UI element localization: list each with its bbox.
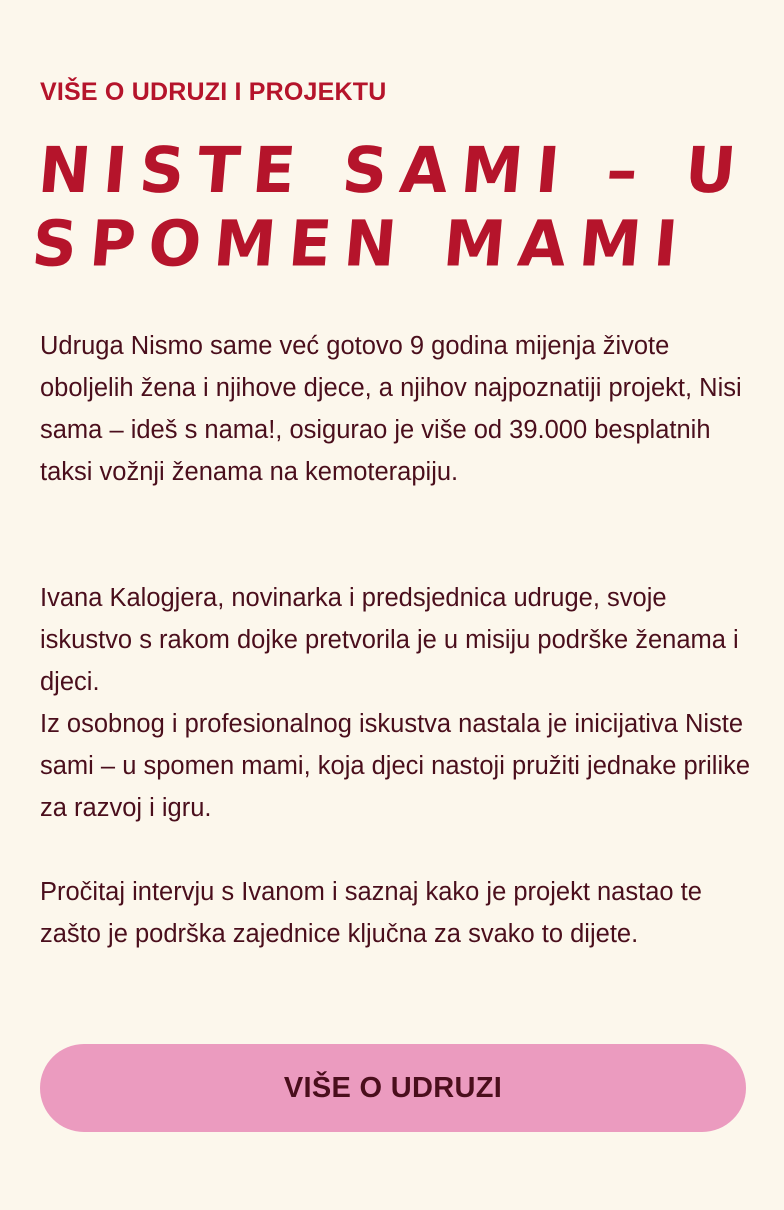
section-eyebrow: VIŠE O UDRUZI I PROJEKTU (40, 78, 387, 106)
more-about-association-button[interactable]: VIŠE O UDRUZI (40, 1044, 746, 1132)
founder-paragraph: Ivana Kalogjera, novinarka i predsjednica udruge, svoje iskustvo s rakom dojke pretvorila je u misiju podrške ženama i djeci. (40, 584, 739, 696)
intro-paragraph: Udruga Nismo same već gotovo 9 godina mijenja živote oboljelih žena i njihove djece, a njihov najpoznatiji projekt, Nisi sama – ideš s nama!, osigurao je više od 39.000 besplatnih taksi vožnji ženama na kemoterapiju. (40, 332, 742, 486)
initiative-paragraph: Iz osobnog i profesionalnog iskustva nastala je inicijativa Niste sami – u spomen mami, koja djeci nastoji pružiti jednake prilike za razvoj i igru. (40, 710, 751, 822)
section-headline: NISTE SAMI – U SPOMEN MAMI (29, 132, 752, 281)
interview-paragraph: Pročitaj intervju s Ivanom i saznaj kako je projekt nastao te zašto je podrška zajednice ključna za svako to dijete. (40, 878, 702, 948)
